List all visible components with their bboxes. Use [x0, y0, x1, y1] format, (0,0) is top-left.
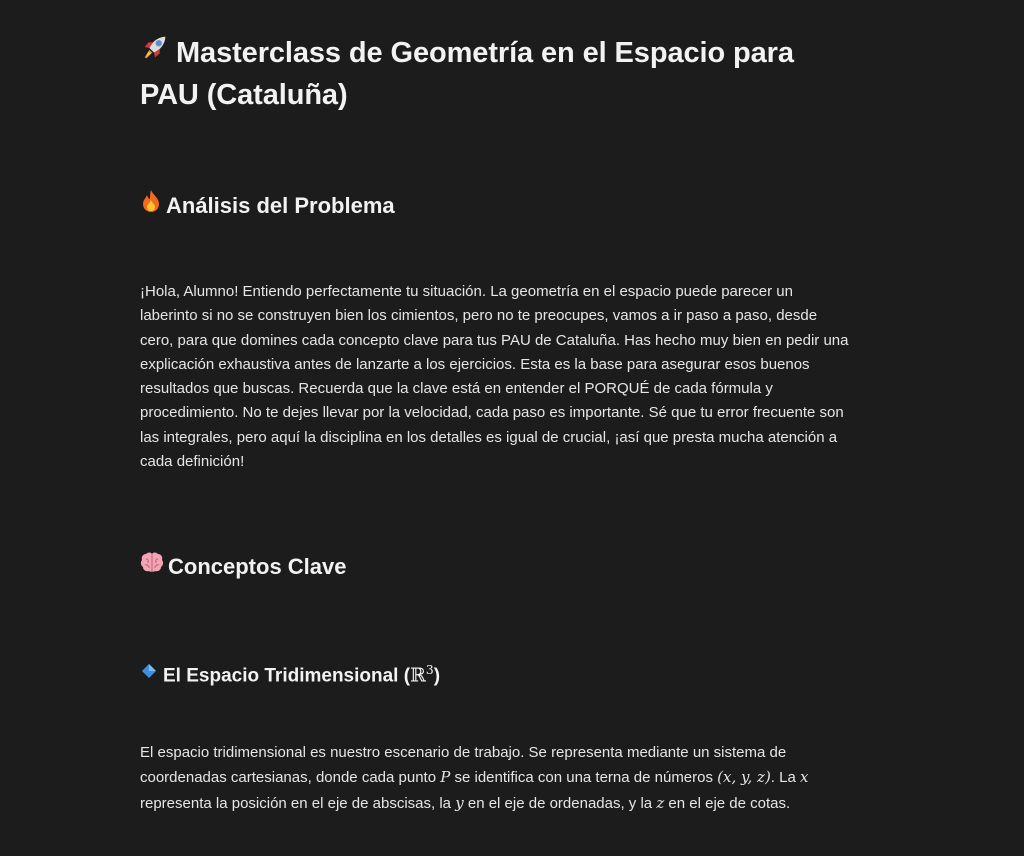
- text-run: . La: [770, 769, 800, 787]
- fire-icon: [140, 189, 162, 221]
- text-run: en el eje de cotas.: [664, 794, 791, 812]
- page-title-text: Masterclass de Geometría en el Espacio para PAU (Cataluña): [140, 37, 794, 111]
- page-title: [140, 33, 855, 115]
- text-run: representa la posición en el eje de abscisas, la: [140, 794, 456, 812]
- subsection-heading-close: ): [433, 665, 441, 687]
- math-var-y: y: [455, 793, 464, 812]
- section-heading-conceptos: [140, 552, 347, 583]
- math-var-z: z: [656, 793, 665, 812]
- text-run: El espacio tridimensional es nuestro escenario de trabajo. Se representa mediante un sistema de coordenadas cartesianas, donde cada punto: [140, 744, 787, 787]
- section-heading-analisis: [140, 191, 395, 223]
- text-run: en el eje de ordenadas, y la: [463, 794, 657, 812]
- section-heading-text: Análisis del Problema: [166, 193, 395, 218]
- brain-icon: [140, 551, 164, 581]
- real-numbers-symbol: ℝ: [410, 664, 426, 687]
- math-var-x: x: [799, 768, 809, 787]
- analysis-paragraph: ¡Hola, Alumno! Entiendo perfectamente tu situación. La geometría en el espacio puede parecer un laberinto si no se construyen bien los cimientos, pero no te preocupes, vamos a ir paso a paso, desde cero, para que domines cada concepto clave para tus PAU de Cataluña. Has hecho muy bien en pedir una explicación exhaustiva antes de lanzarte a los ejercicios. Esta es la base para asegurar esos buenos resultados que buscas. Recuerda que la clave está en entender el PORQUÉ de cada fórmula y procedimiento. No te dejes llevar por la velocidad, cada paso es importante. Sé que tu error frecuente son las integrales, pero aquí la disciplina en los detalles es igual de crucial, ¡así que presta mucha atención a cada definición!: [140, 283, 849, 471]
- espacio-paragraph: [140, 741, 852, 816]
- section-heading-text: Conceptos Clave: [168, 554, 347, 579]
- exponent: 3: [425, 663, 434, 677]
- subsection-heading-text: El Espacio Tridimensional (: [163, 665, 411, 687]
- rocket-icon: [140, 32, 170, 73]
- text-run: se identifica con una terna de números: [450, 769, 718, 787]
- blue-diamond-icon: [140, 661, 158, 689]
- math-tuple: (x, y, z): [717, 768, 771, 787]
- math-var-p: P: [440, 768, 451, 787]
- subsection-heading-espacio: [140, 656, 440, 690]
